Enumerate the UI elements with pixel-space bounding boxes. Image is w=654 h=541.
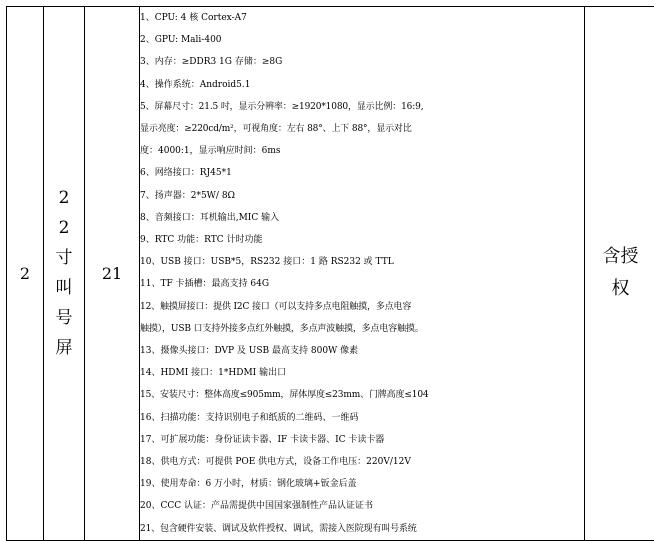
note-cell (585, 7, 654, 541)
spec-cell (140, 7, 585, 541)
spec-line: 6、网络接口：RJ45*1 (140, 162, 584, 184)
spec-line: 4、操作系统：Android5.1 (140, 74, 584, 96)
spec-line: 7、扬声器：2*5W/ 8Ω (140, 185, 584, 207)
spec-line: 显示亮度：≥220cd/m²，可视角度：左右 88°、上下 88°，显示对比 (140, 118, 584, 140)
spec-line: 触摸），USB 口支持外接多点红外触摸，多点声波触摸，多点电容触摸。 (140, 318, 584, 340)
spec-line: 18、供电方式：可提供 POE 供电方式，设备工作电压：220V/12V (140, 451, 584, 473)
spec-line: 度：4000:1，显示响应时间：6ms (140, 140, 584, 162)
spec-line: 13、摄像头接口：DVP 及 USB 最高支持 800W 像素 (140, 340, 584, 362)
item-note: 含授权 (601, 241, 641, 305)
spec-line: 16、扫描功能：支持识别电子和纸质的二维码、一维码 (140, 407, 584, 429)
spec-line: 9、RTC 功能：RTC 计时功能 (140, 229, 584, 251)
spec-line: 20、CCC 认证：产品需提供中国国家强制性产品认证证书 (140, 495, 584, 517)
table-row (7, 7, 654, 541)
spec-line: 2、GPU: Mali-400 (140, 29, 584, 51)
item-name: 22寸叫号屏 (54, 183, 74, 363)
spec-line: 1、CPU: 4 核 Cortex-A7 (140, 7, 584, 29)
spec-line: 5、屏幕尺寸：21.5 吋，显示分辨率：≥1920*1080，显示比例：16:9, (140, 96, 584, 118)
spec-line: 10、USB 接口：USB*5，RS232 接口：1 路 RS232 或 TTL (140, 251, 584, 273)
spec-line: 15、安装尺寸：整体高度≤905mm，屏体厚度≤23mm、门牌高度≤104 (140, 384, 584, 406)
item-quantity: 21 (102, 264, 122, 283)
spec-line: 12、触摸屏接口：提供 I2C 接口（可以支持多点电阻触摸，多点电容 (140, 296, 584, 318)
spec-line: 3、内存：≥DDR3 1G 存储：≥8G (140, 51, 584, 73)
spec-line: 19、使用寿命：6 万小时，材质：钢化玻璃+钣金后盖 (140, 473, 584, 495)
spec-table (6, 6, 654, 541)
quantity-cell (85, 7, 140, 541)
spec-line: 14、HDMI 接口：1*HDMI 输出口 (140, 362, 584, 384)
spec-line: 21、包含硬件安装、调试及软件授权、调试，需接入医院现有叫号系统 (140, 518, 584, 540)
item-number-cell (7, 7, 44, 541)
item-number: 2 (20, 264, 30, 283)
spec-line: 17、可扩展功能：身份证读卡器、IF 卡读卡器、IC 卡读卡器 (140, 429, 584, 451)
item-name-cell (44, 7, 85, 541)
spec-line: 11、TF 卡插槽：最高支持 64G (140, 273, 584, 295)
spec-line: 8、音频接口：耳机输出,MIC 输入 (140, 207, 584, 229)
